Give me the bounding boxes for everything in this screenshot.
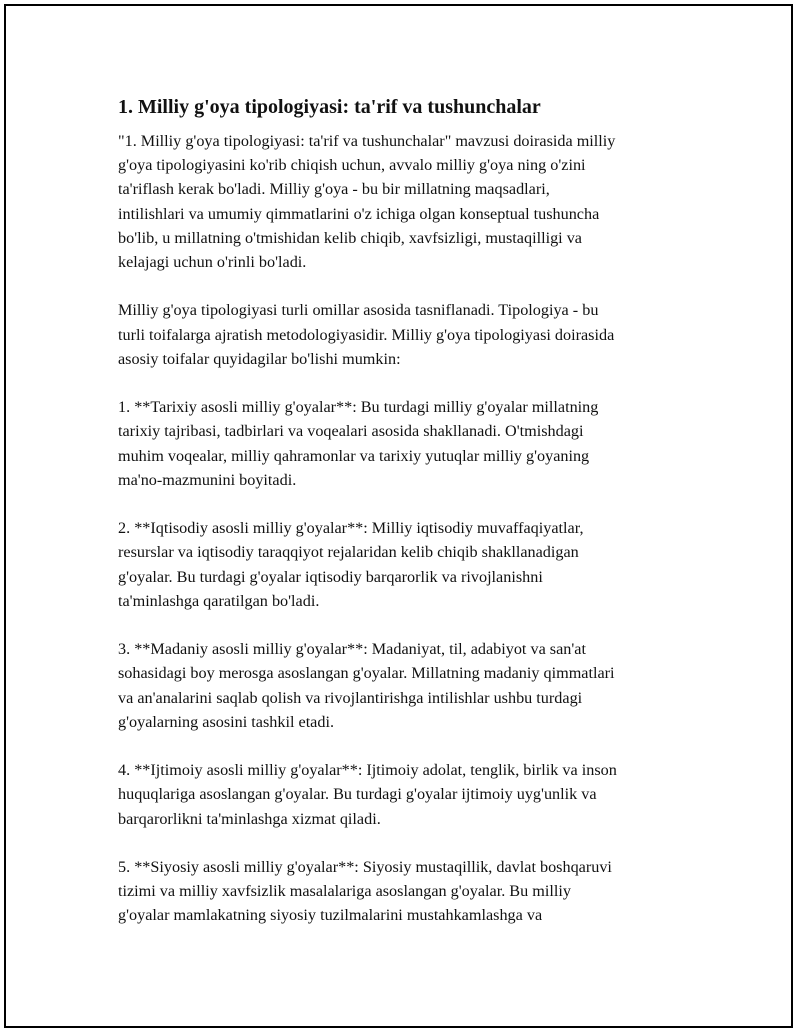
paragraph-line: g'oya tipologiyasini ko'rib chiqish uchun, avvalo milliy g'oya ning o'zini xyxy=(118,156,586,175)
paragraph-line: g'oyalar mamlakatning siyosiy tuzilmalarini mustahkamlashga va xyxy=(118,906,543,925)
paragraph-line: huquqlariga asoslangan g'oyalar. Bu turdagi g'oyalar ijtimoiy uyg'unlik va xyxy=(118,785,597,804)
paragraph-line: va an'analarini saqlab qolish va rivojlantirishga intilishlar ushbu turdagi xyxy=(118,688,583,707)
paragraph xyxy=(118,637,688,734)
paragraph xyxy=(118,129,688,274)
paragraph-line: 1. **Tarixiy asosli milliy g'oyalar**: Bu turdagi milliy g'oyalar millatning xyxy=(118,398,599,417)
paragraph-line: 4. **Ijtimoiy asosli milliy g'oyalar**: Ijtimoiy adolat, tenglik, birlik va inson xyxy=(118,761,617,780)
paragraph-line: g'oyalarning asosini tashkil etadi. xyxy=(118,712,335,731)
paragraph-line: tarixiy tajribasi, tadbirlari va voqealari asosida shakllanadi. O'tmishdagi xyxy=(118,422,584,441)
paragraph-line: muhim voqealar, milliy qahramonlar va tarixiy yutuqlar milliy g'oyaning xyxy=(118,446,590,465)
paragraph-line: 5. **Siyosiy asosli milliy g'oyalar**: Siyosiy mustaqillik, davlat boshqaruvi xyxy=(118,858,612,876)
paragraph-line: kelajagi uchun o'rinli bo'ladi. xyxy=(118,253,307,272)
paragraph-line: resurslar va iqtisodiy taraqqiyot rejalaridan kelib chiqib shakllanadigan xyxy=(118,543,579,562)
paragraph xyxy=(118,298,688,371)
paragraph-line: tizimi va milliy xavfsizlik masalalariga asoslangan g'oyalar. Bu milliy xyxy=(118,882,571,901)
paragraph-line: ta'riflash kerak bo'ladi. Milliy g'oya - bu bir millatning maqsadlari, xyxy=(118,180,550,199)
document-title: 1. Milliy g'oya tipologiyasi: ta'rif va tushunchalar xyxy=(118,96,541,118)
paragraph-line: "1. Milliy g'oya tipologiyasi: ta'rif va tushunchalar" mavzusi doirasida milliy xyxy=(118,132,616,150)
paragraph-line: 3. **Madaniy asosli milliy g'oyalar**: Madaniyat, til, adabiyot va san'at xyxy=(118,640,586,659)
paragraph-line: sohasidagi boy merosga asoslangan g'oyalar. Millatning madaniy qimmatlari xyxy=(118,664,615,683)
paragraph-line: barqarorlikni ta'minlashga xizmat qiladi. xyxy=(118,809,381,828)
paragraph-line: intilishlari va umumiy qimmatlarini o'z ichiga olgan konseptual tushuncha xyxy=(118,204,600,223)
paragraph-line: g'oyalar. Bu turdagi g'oyalar iqtisodiy barqarorlik va rivojlanishni xyxy=(118,567,543,586)
paragraph-line: Milliy g'oya tipologiyasi turli omillar asosida tasniflanadi. Tipologiya - bu xyxy=(118,301,599,320)
paragraph-line: ma'no-mazmunini boyitadi. xyxy=(118,470,297,489)
paragraph-line: asosiy toifalar quyidagilar bo'lishi mumkin: xyxy=(118,349,401,368)
paragraph-line: turli toifalarga ajratish metodologiyasidir. Milliy g'oya tipologiyasi doirasida xyxy=(118,325,615,344)
document-body xyxy=(118,129,688,928)
paragraph xyxy=(118,395,688,492)
paragraph xyxy=(118,758,688,831)
paragraph-line: 2. **Iqtisodiy asosli milliy g'oyalar**: Milliy iqtisodiy muvaffaqiyatlar, xyxy=(118,519,584,538)
document-content xyxy=(118,94,688,952)
paragraph xyxy=(118,516,688,613)
paragraph-line: bo'lib, u millatning o'tmishidan kelib chiqib, xavfsizligi, mustaqilligi va xyxy=(118,228,582,247)
paragraph xyxy=(118,855,688,928)
paragraph-line: ta'minlashga qaratilgan bo'ladi. xyxy=(118,591,320,610)
